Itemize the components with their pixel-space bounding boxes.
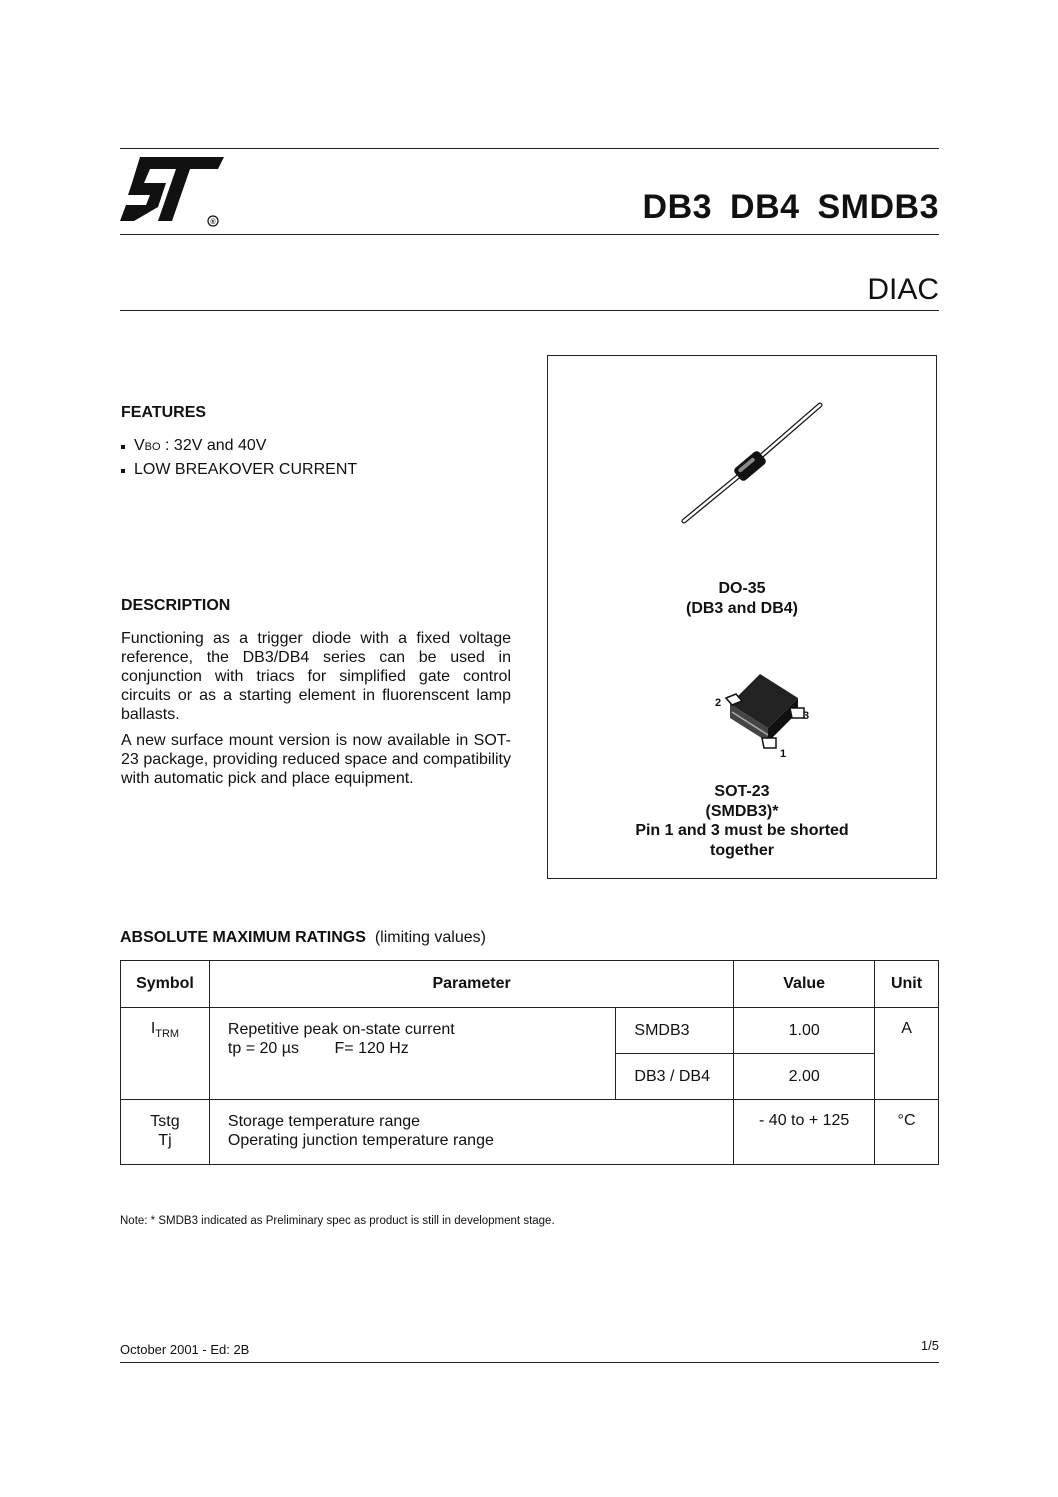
header-symbol: Symbol [121, 961, 210, 1008]
table-header-row [121, 961, 939, 1008]
variant-smdb3: SMDB3 [616, 1008, 734, 1054]
description-paragraph-2: A new surface mount version is now available in SOT-23 package, providing reduced space and compatibility with automatic pick and place equipment. [121, 732, 511, 787]
feature-item-vbo: V BO : 32V and 40V [121, 437, 266, 455]
st-logo [120, 157, 224, 227]
param-itrm: Repetitive peak on-state current tp = 20 µs F= 120 Hz [209, 1008, 615, 1100]
symbol-itrm: $I_{TRM}$ [121, 1008, 210, 1100]
sot23-pin-note-1: Pin 1 and 3 must be shorted [635, 822, 849, 839]
page-title: DB3 DB4 SMDB3 [642, 188, 939, 226]
do35-label: DO-35 [718, 580, 766, 597]
sot23-pin-1-label: 1 [780, 748, 787, 760]
header-parameter: Parameter [209, 961, 733, 1008]
symbol-tstg-tj: Tstg Tj [121, 1100, 210, 1165]
unit-itrm: A [875, 1008, 939, 1100]
do35-sublabel: (DB3 and DB4) [685, 600, 798, 617]
unit-temperature: °C [875, 1100, 939, 1165]
feature-item-low-breakover: LOW BREAKOVER CURRENT [121, 461, 357, 479]
variant-db3-db4: DB3 / DB4 [616, 1054, 734, 1100]
sot23-label: SOT-23 [714, 783, 770, 800]
sot23-pin-3-label: 3 [803, 710, 810, 722]
sot23-pin-2-label: 2 [715, 697, 722, 709]
value-db3-db4: 2.00 [734, 1054, 875, 1100]
subtitle-rule [120, 310, 939, 311]
sot23-pin-note-2: together [710, 842, 774, 859]
value-temperature: - 40 to + 125 [734, 1100, 875, 1165]
registered-mark: ® [210, 219, 216, 226]
ratings-title: ABSOLUTE MAXIMUM RATINGS (limiting values) [120, 929, 486, 946]
top-rule [120, 148, 939, 149]
sot23-package-drawing [710, 668, 820, 763]
header-unit: Unit [875, 961, 939, 1008]
value-smdb3: 1.00 [734, 1008, 875, 1054]
param-temperature: Storage temperature range Operating junction temperature range [209, 1100, 733, 1165]
features-heading: FEATURES [121, 404, 207, 421]
title-rule [120, 234, 939, 235]
table-row [121, 1100, 939, 1165]
page-number: 1/5 [920, 1338, 939, 1353]
page-subtitle: DIAC [867, 273, 939, 306]
do35-package-drawing [670, 395, 840, 530]
sot23-sublabel: (SMDB3)* [705, 803, 779, 820]
description-heading: DESCRIPTION [121, 597, 231, 614]
footer-rule [120, 1362, 939, 1363]
bullet-icon [121, 469, 125, 473]
preliminary-note: Note: * SMDB3 indicated as Preliminary spec as product is still in development stage. [120, 1215, 555, 1227]
ratings-table [120, 960, 939, 1165]
bullet-icon [121, 445, 125, 449]
description-paragraph-1: Functioning as a trigger diode with a fixed voltage reference, the DB3/DB4 series can be used in conjunction with triacs for simplified gate control circuits or as a starting element in fluorenscent lamp ballasts. [121, 630, 511, 723]
footer-date: October 2001 - Ed: 2B [120, 1342, 250, 1357]
table-row [121, 1008, 939, 1054]
header-value: Value [734, 961, 875, 1008]
